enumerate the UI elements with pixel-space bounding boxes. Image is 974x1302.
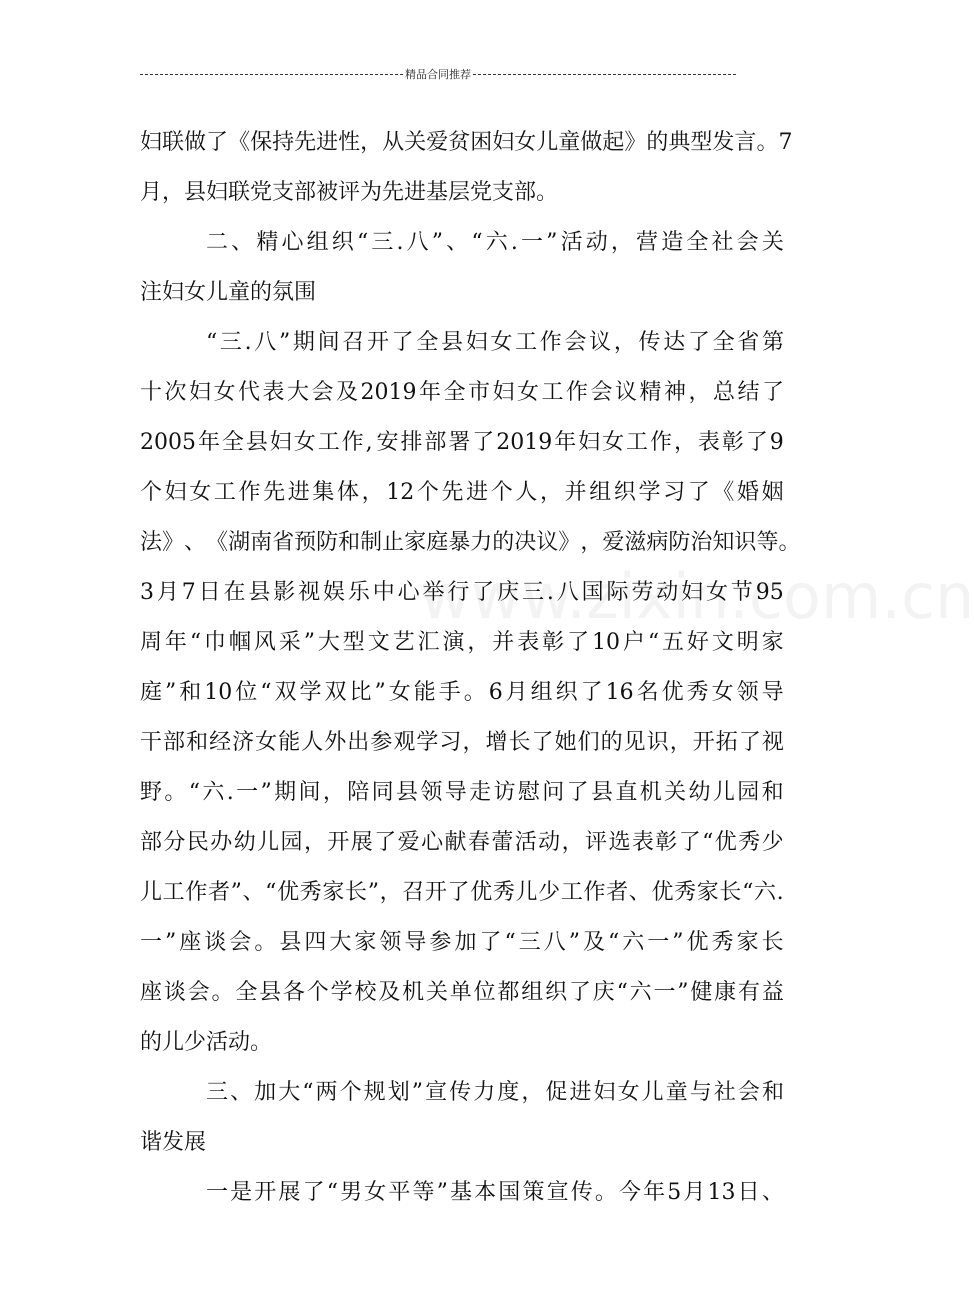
header-title: 精品合同推荐 [405,68,471,81]
text-line: 周 年 “ 巾 帼 风 采 ” 大 型 文 艺 汇 演 ， 并 表 彰 了 10 户 “ 五 好 文 明 家 [140,630,784,655]
text-line: 三 、 加 大 “ 两 个 规 划 ” 宣 传 力 度 ， 促 进 妇 女 儿 童 与 社 会 和 [206,1080,784,1105]
text-line: 座 谈 会 。 全 县 各 个 学 校 及 机 关 单 位 都 组 织 了 庆 “ 六 一 ” 健 康 有 益 [140,980,784,1005]
text-line: 儿 工 作 者 ” 、 “ 优 秀 家 长 ” ， 召 开 了 优 秀 儿 少 工 作 者 、 优 秀 家 长 “ 六 . [140,880,784,905]
text-line: “ 三 . 八 ” 期 间 召 开 了 全 县 妇 女 工 作 会 议 ， 传 达 了 全 省 第 [206,330,784,355]
text-line: 月，县妇联党支部被评为先进基层党支部。 [140,180,559,205]
header-dash-right [473,74,736,75]
text-line: 十 次 妇 女 代 表 大 会 及 2019 年 全 市 妇 女 工 作 会 议 精 神 ， 总 结 了 [140,380,784,405]
text-line: 干 部 和 经 济 女 能 人 外 出 参 观 学 习 ， 增 长 了 她 们 的 见 识 ， 开 拓 了 视 [140,730,784,755]
text-line: 的儿少活动。 [140,1030,273,1055]
text-line: 二 、 精 心 组 织 “ 三 . 八 ” 、 “ 六 . 一 ” 活 动 ， 营 造 全 社 会 关 [206,230,784,255]
text-line: 3 月 7 日 在 县 影 视 娱 乐 中 心 举 行 了 庆 三 . 八 国 际 劳 动 妇 女 节 95 [140,580,784,605]
text-line: 谐发展 [140,1130,207,1155]
text-line: 法 》 、 《 湖 南 省 预 防 和 制 止 家 庭 暴 力 的 决 议 》 ， 爱 滋 病 防 治 知 识 等 。 [140,530,801,555]
page-header [140,64,736,84]
document-body [140,118,801,1218]
text-line: 2005 年 全 县 妇 女 工 作 , 安 排 部 署 了 2019 年 妇 女 工 作 ， 表 彰 了 9 [140,430,784,455]
text-line: 一 是 开 展 了 “ 男 女 平 等 ” 基 本 国 策 宣 传 。 今 年 5 月 13 日 、 [206,1180,784,1205]
text-line: 野 。 “ 六 . 一 ” 期 间 ， 陪 同 县 领 导 走 访 慰 问 了 县 直 机 关 幼 儿 园 和 [140,780,784,805]
header-dash-left [140,74,403,75]
text-line: 部 分 民 办 幼 儿 园 ， 开 展 了 爱 心 献 春 蕾 活 动 ， 评 选 表 彰 了 “ 优 秀 少 [140,830,784,855]
text-line: 妇 联 做 了 《 保 持 先 进 性 ， 从 关 爱 贫 困 妇 女 儿 童 做 起 》 的 典 型 发 言 。 7 [140,130,793,155]
text-line: 个 妇 女 工 作 先 进 集 体 ， 12 个 先 进 个 人 ， 并 组 织 学 习 了 《 婚 姻 [140,480,784,505]
text-line: 庭 ” 和 10 位 “ 双 学 双 比 ” 女 能 手 。 6 月 组 织 了 16 名 优 秀 女 领 导 [140,680,784,705]
text-line: 一 ” 座 谈 会 。 县 四 大 家 领 导 参 加 了 “ 三 八 ” 及 “ 六 一 ” 优 秀 家 长 [140,930,784,955]
text-line: 注妇女儿童的氛围 [140,280,317,305]
